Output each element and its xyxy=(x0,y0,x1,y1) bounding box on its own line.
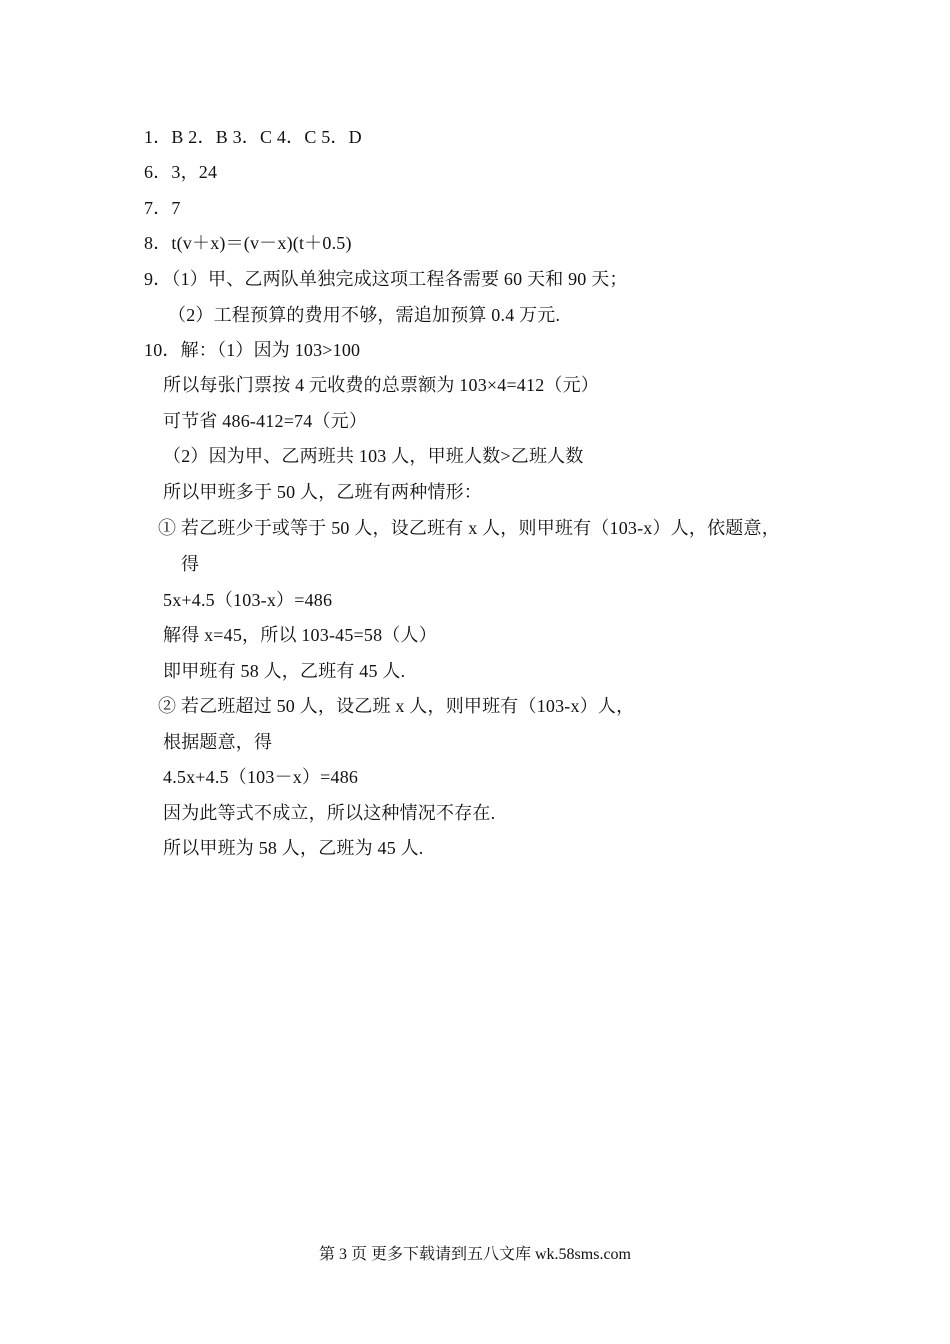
answer-line-6: 6．3，24 xyxy=(144,162,218,182)
answer-line-9-part1: 9．（1）甲、乙两队单独完成这项工程各需要 60 天和 90 天； xyxy=(144,269,628,289)
case-1-line: ① 若乙班少于或等于 50 人，设乙班有 x 人，则甲班有（103-x）人，依题意， xyxy=(158,518,780,538)
answer-line-1-5: 1．B 2．B 3．C 4．C 5．D xyxy=(144,127,362,147)
solution-line-3: （2）因为甲、乙两班共 103 人，甲班人数>乙班人数 xyxy=(163,446,584,466)
solution-line-4: 所以甲班多于 50 人，乙班有两种情形： xyxy=(163,482,482,502)
solution-result-2: 即甲班有 58 人，乙班有 45 人. xyxy=(163,661,406,681)
case-2-line: ② 若乙班超过 50 人，设乙班 x 人，则甲班有（103-x）人， xyxy=(158,696,635,716)
answer-line-10-heading: 10．解：（1）因为 103>100 xyxy=(144,340,361,360)
solution-line-1: 所以每张门票按 4 元收费的总票额为 103×4=412（元） xyxy=(163,375,600,395)
case-2-conclusion: 因为此等式不成立，所以这种情况不存在. xyxy=(163,803,496,823)
answer-line-8: 8．t(v＋x)＝(v－x)(t＋0.5) xyxy=(144,233,352,253)
case-2-continuation: 根据题意，得 xyxy=(163,732,273,752)
final-answer: 所以甲班为 58 人，乙班为 45 人. xyxy=(163,838,424,858)
equation-2: 4.5x+4.5（103－x）=486 xyxy=(163,767,359,787)
solution-line-2: 可节省 486-412=74（元） xyxy=(163,411,368,431)
case-1-continuation: 得 xyxy=(181,554,200,574)
answer-line-9-part2: （2）工程预算的费用不够，需追加预算 0.4 万元. xyxy=(168,305,561,325)
answer-line-7: 7．7 xyxy=(144,198,181,218)
page-footer: 第 3 页 更多下载请到五八文库 wk.58sms.com xyxy=(318,1246,631,1263)
equation-1: 5x+4.5（103-x）=486 xyxy=(163,590,333,610)
solution-result-1: 解得 x=45，所以 103-45=58（人） xyxy=(163,625,437,645)
